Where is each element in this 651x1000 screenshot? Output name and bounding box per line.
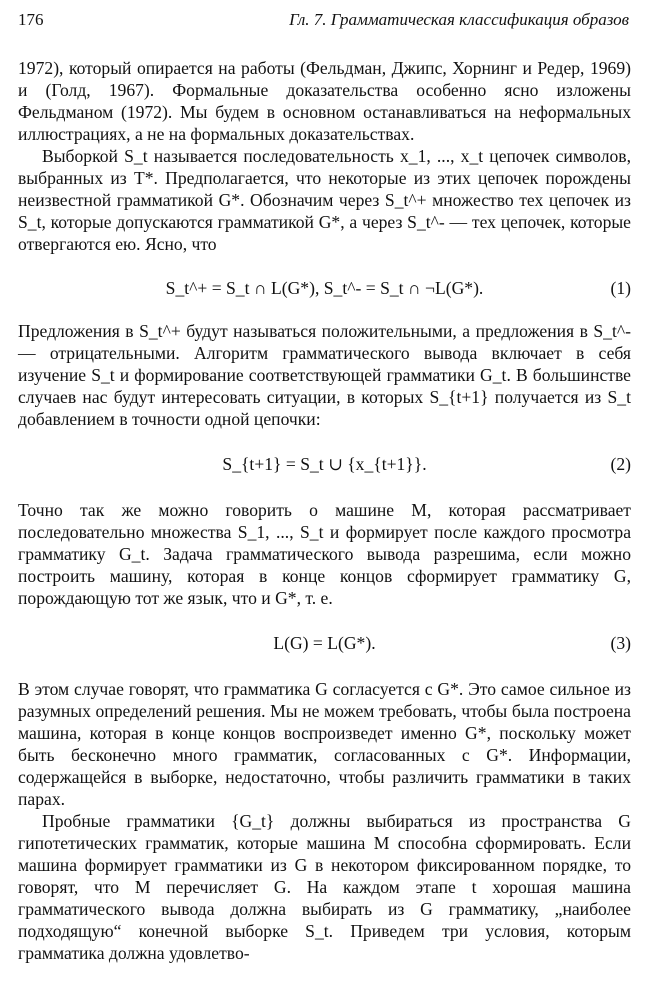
page-number: 176 bbox=[18, 10, 44, 29]
equation-1-number: (1) bbox=[610, 278, 631, 298]
paragraph-3: Предложения в S_t^+ будут называться положительными, а предложения в S_t^- — отрицательными. Алгоритм грамматического вывода включает в себя изучение S_t и формирование соответствующей грамматики G_t. В большинстве случаев нас будут интересовать ситуации, в которых S_{t+1} получается из S_t добавлением в точности одной цепочки: bbox=[18, 321, 631, 429]
running-title: Гл. 7. Грамматическая классификация образов bbox=[289, 10, 629, 29]
equation-3-formula: L(G) = L(G*). bbox=[273, 633, 376, 653]
paragraph-4: Точно так же можно говорить о машине M, которая рассматривает последовательно множества S_1, ..., S_t и формирует после каждого просмотра грамматику G_t. Задача грамматического вывода разрешима, если можно построить машину, которая в конце концов сформирует грамматику G, порождающую тот же язык, что и G*, т. е. bbox=[18, 500, 631, 608]
equation-3-number: (3) bbox=[610, 633, 631, 653]
paragraph-5: В этом случае говорят, что грамматика G согласуется с G*. Это самое сильное из разумных определений решения. Мы не можем требовать, чтобы была построена машина, которая в конце концов воспроизведет именно G*, поскольку может быть бесконечно много грамматик, согласованных с G*. Информации, содержащейся в выборке, недостаточно, чтобы различить грамматики в таких парах. bbox=[18, 679, 631, 809]
equation-2 bbox=[18, 453, 631, 475]
paragraph-1: 1972), который опирается на работы (Фельдман, Джипс, Хорнинг и Редер, 1969) и (Голд, 1967). Формальные доказательства особенно ясно изложены Фельдманом (1972). Мы будем в основном останавливаться на неформальных иллюстрациях, а не на формальных доказательствах. bbox=[18, 58, 631, 144]
equation-1-formula: S_t^+ = S_t ∩ L(G*), S_t^- = S_t ∩ ¬L(G*). bbox=[165, 278, 484, 298]
equation-1 bbox=[18, 277, 631, 299]
paragraph-6: Пробные грамматики {G_t} должны выбираться из пространства G гипотетических грамматик, которые машина M способна сформировать. Если машина формирует грамматики из G в некотором фиксированном порядке, то говорят, что M перечисляет G. На каждом этапе t хорошая машина грамматического вывода должна выбирать из G грамматику, „наиболее подходящую“ конечной выборке S_t. Приведем три условия, которым грамматика должна удовлетво- bbox=[18, 811, 631, 963]
equation-3 bbox=[18, 632, 631, 654]
paragraph-2: Выборкой S_t называется последовательность x_1, ..., x_t цепочек символов, выбранных из T*. Предполагается, что некоторые из этих цепочек порождены неизвестной грамматикой G*. Обозначим через S_t^+ множество тех цепочек из S_t, которые допускаются грамматикой G*, а через S_t^- — тех цепочек, которые отвергаются ею. Ясно, что bbox=[18, 146, 631, 254]
running-header bbox=[18, 10, 629, 34]
body-text bbox=[18, 57, 631, 964]
equation-2-number: (2) bbox=[610, 454, 631, 474]
equation-2-formula: S_{t+1} = S_t ∪ {x_{t+1}}. bbox=[222, 454, 427, 474]
